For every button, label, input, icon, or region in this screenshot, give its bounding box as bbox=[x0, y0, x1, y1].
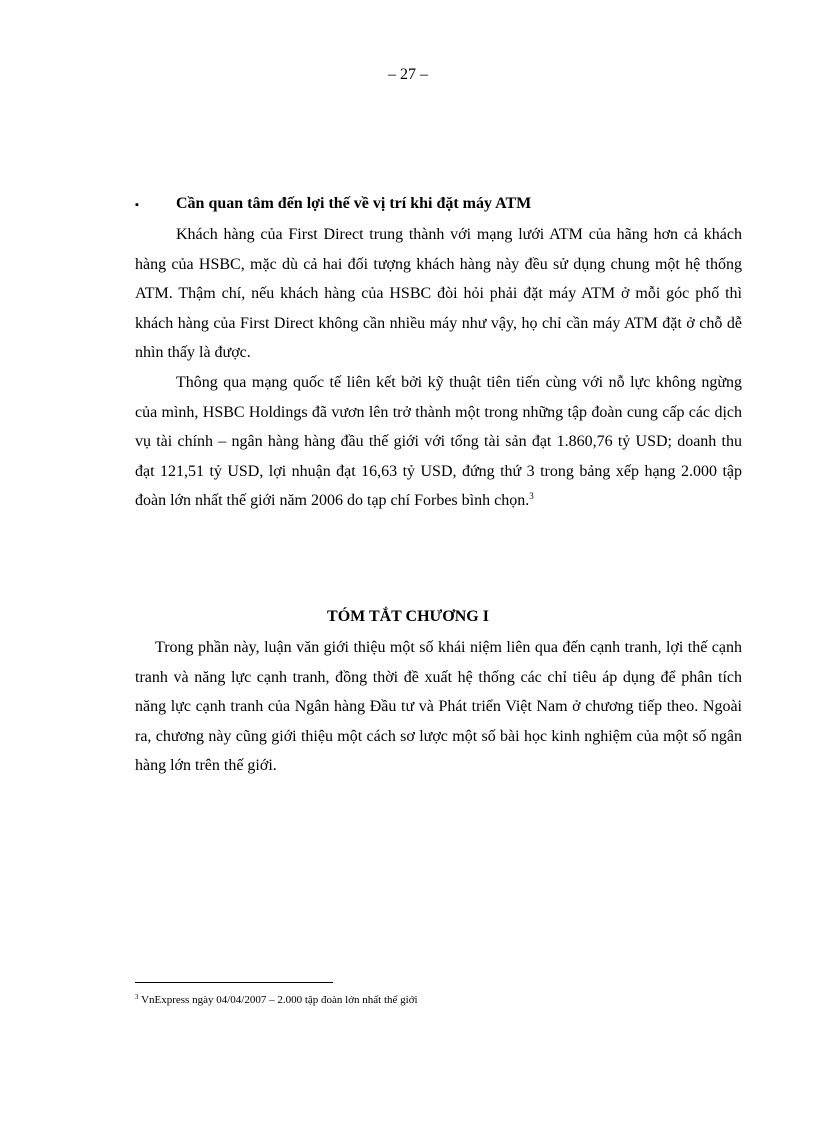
page-number: – 27 – bbox=[388, 66, 428, 83]
footnote-divider bbox=[135, 982, 333, 983]
chapter-summary bbox=[135, 633, 742, 781]
square-bullet-icon: ▪ bbox=[135, 199, 139, 211]
section-heading bbox=[135, 189, 742, 220]
footnote-marker: 3 bbox=[135, 993, 139, 1001]
chapter-summary-title: TÓM TẮT CHƯƠNG I bbox=[327, 608, 489, 625]
footnote-reference[interactable]: 3 bbox=[529, 491, 534, 502]
paragraph-hsbc-holdings bbox=[135, 368, 742, 516]
footnote bbox=[135, 994, 742, 1006]
chapter-summary-paragraph: Trong phần này, luận văn giới thiệu một số khái niệm liên qua đến cạnh tranh, lợi thế cạnh tranh và năng lực cạnh tranh, đồng thời đề xuất hệ thống các chỉ tiêu áp dụng để phân tích năng lực cạnh tranh của Ngân hàng Đầu tư và Phát triển Việt Nam ở chương tiếp theo. Ngoài ra, chương này cũng giới thiệu một cách sơ lược một số bài học kinh nghiệm của một số ngân hàng lớn trên thế giới. bbox=[135, 639, 742, 774]
paragraph-first-direct: Khách hàng của First Direct trung thành với mạng lưới ATM của hãng hơn cả khách hàng của HSBC, mặc dù cả hai đối tượng khách hàng này đều sử dụng chung một hệ thống ATM. Thậm chí, nếu khách hàng của HSBC đòi hỏi phải đặt máy ATM ở mỗi góc phố thì khách hàng của First Direct không cần nhiều máy như vậy, họ chỉ cần máy ATM đặt ở chỗ dễ nhìn thấy là được. bbox=[135, 226, 742, 362]
atm-location-section bbox=[135, 189, 742, 516]
footnote-text: VnExpress ngày 04/04/2007 – 2.000 tập đoàn lớn nhất thế giới bbox=[141, 994, 418, 1006]
paragraph-hsbc-holdings-text: Thông qua mạng quốc tế liên kết bởi kỹ thuật tiên tiến cùng với nỗ lực không ngừng của mình, HSBC Holdings đã vươn lên trở thành một trong những tập đoàn cung cấp các dịch vụ tài chính – ngân hàng hàng đầu thế giới với tổng tài sản đạt 1.860,76 tỷ USD; doanh thu đạt 121,51 tỷ USD, lợi nhuận đạt 16,63 tỷ USD, đứng thứ 3 trong bảng xếp hạng 2.000 tập đoàn lớn nhất thế giới năm 2006 do tạp chí Forbes bình chọn. bbox=[135, 373, 742, 510]
section-heading-text: Cần quan tâm đến lợi thế về vị trí khi đặt máy ATM bbox=[176, 195, 532, 212]
